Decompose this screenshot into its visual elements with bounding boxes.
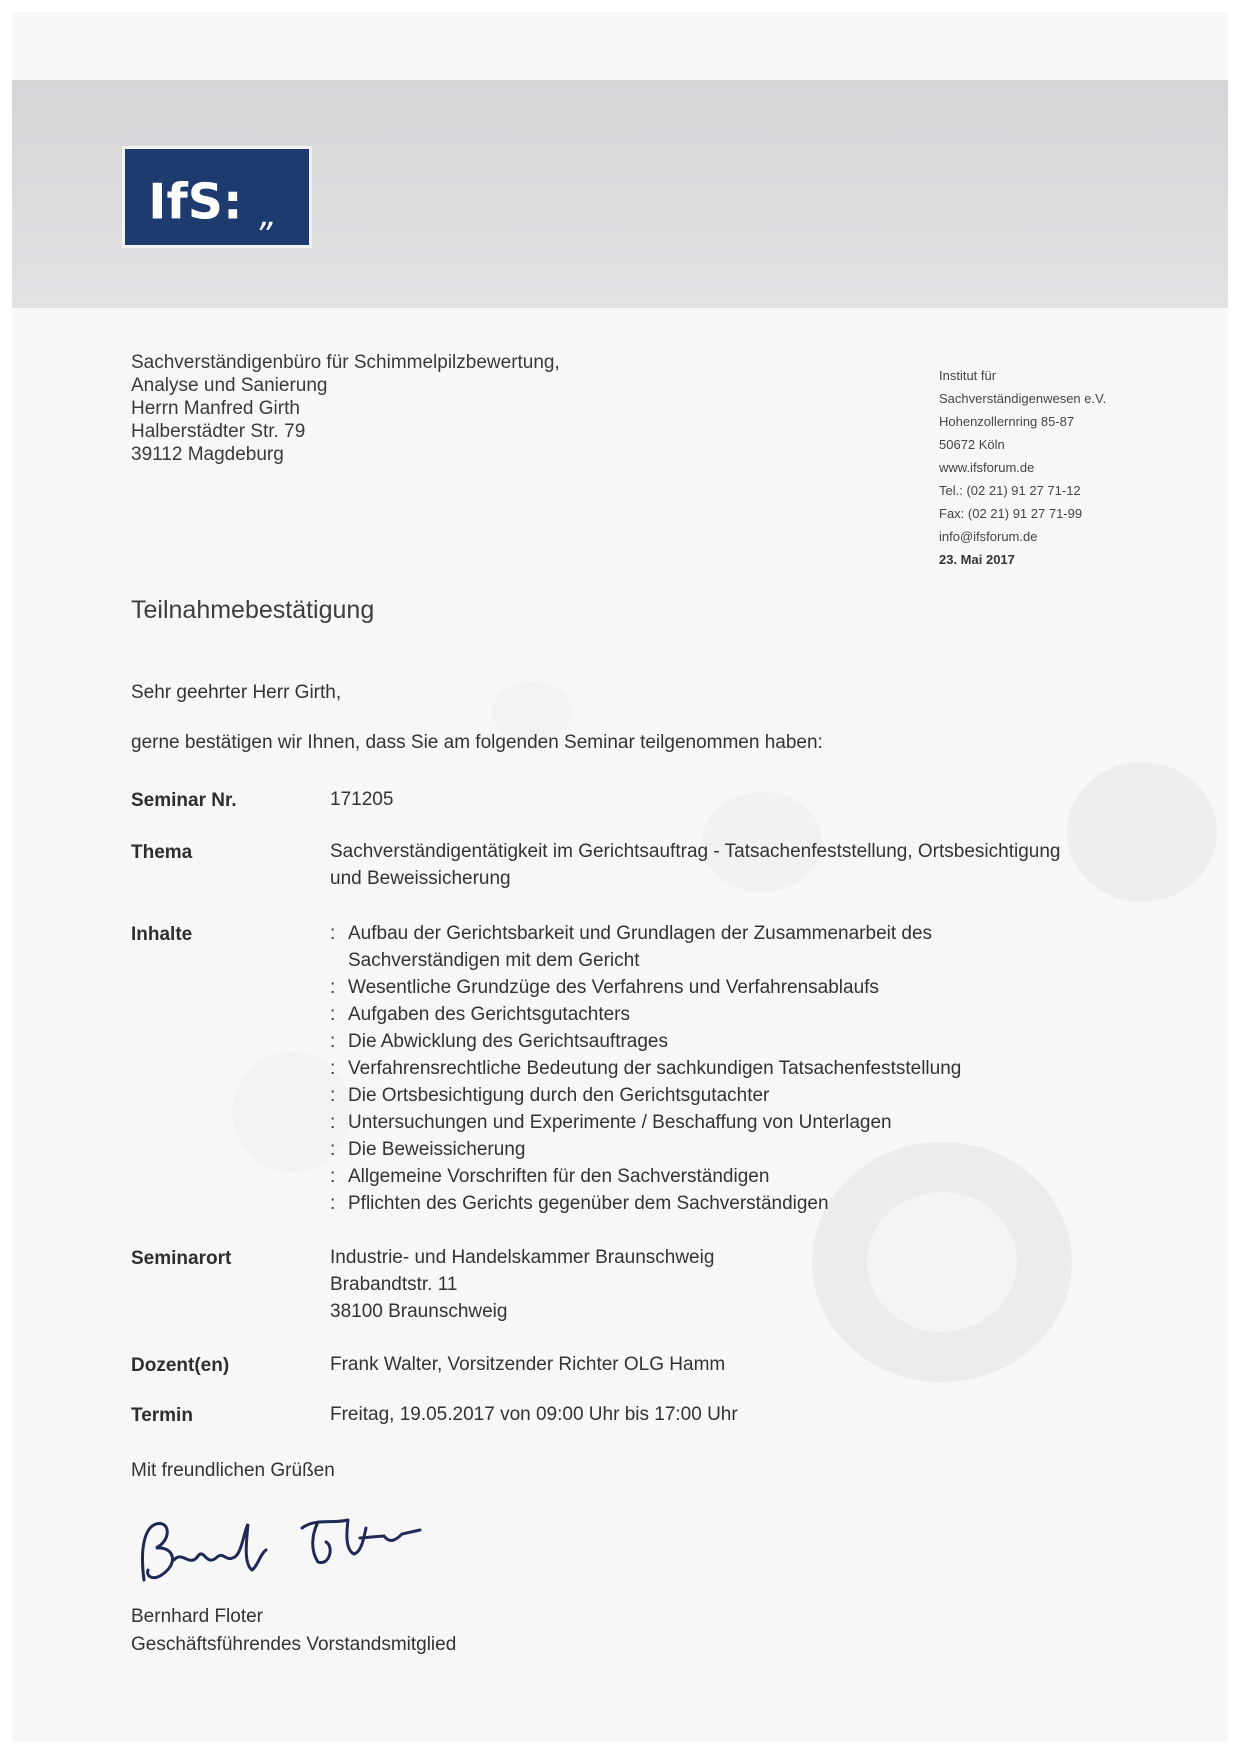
termin-value: Freitag, 19.05.2017 von 09:00 Uhr bis 17:00 Uhr [330,1404,738,1425]
thema-line: Sachverständigentätigkeit im Gerichtsauftrag - Tatsachenfeststellung, Ortsbesichtigung [330,841,1061,862]
list-item-text: Untersuchungen und Experimente / Beschaffung von Unterlagen [348,1112,892,1133]
list-item-text: Allgemeine Vorschriften für den Sachverständigen [348,1166,770,1187]
header-band [12,80,1228,308]
list-item-text: Wesentliche Grundzüge des Verfahrens und Verfahrensablaufs [348,977,879,998]
thema-value [330,838,1060,892]
dozent-value: Frank Walter, Vorsitzender Richter OLG Hamm [330,1354,726,1375]
sender-line: 50672 Köln [939,437,1005,452]
seminar-nr-value: 171205 [330,789,394,810]
sender-website[interactable]: www.ifsforum.de [939,460,1035,475]
list-item: : Untersuchungen und Experimente / Beschaffung von Unterlagen [330,1109,961,1136]
letter-date: 23. Mai 2017 [939,552,1015,567]
list-item-text: Die Ortsbesichtigung durch den Gerichtsgutachter [348,1085,770,1106]
seminar-nr-label: Seminar Nr. [131,790,237,811]
seminarort-line: 38100 Braunschweig [330,1301,508,1322]
recipient-line: Analyse und Sanierung [131,375,328,396]
list-item: : Die Ortsbesichtigung durch den Gerichtsgutachter [330,1082,961,1109]
document-title: Teilnahmebestätigung [131,596,375,624]
sender-email[interactable]: info@ifsforum.de [939,529,1038,544]
recipient-line: Herrn Manfred Girth [131,398,300,419]
list-item-text: Pflichten des Gerichts gegenüber dem Sachverständigen [348,1193,829,1214]
termin-label: Termin [131,1405,193,1426]
signer-role: Geschäftsführendes Vorstandsmitglied [131,1634,457,1655]
signer-name: Bernhard Floter [131,1606,264,1627]
salutation: Sehr geehrter Herr Girth, [131,682,342,703]
thema-label: Thema [131,842,193,863]
inhalte-list [330,920,961,1217]
letter-page [12,12,1228,1742]
recipient-address [131,351,560,466]
list-item-text: Die Beweissicherung [348,1139,526,1160]
ifs-logo [122,146,312,248]
seminarort-value [330,1244,714,1325]
closing-greeting: Mit freundlichen Grüßen [131,1460,335,1481]
list-item: : Pflichten des Gerichts gegenüber dem Sachverständigen [330,1190,961,1217]
seminarort-label: Seminarort [131,1248,232,1269]
sender-line: Institut für [939,368,997,383]
list-item: : Aufbau der Gerichtsbarkeit und Grundlagen der Zusammenarbeit des Sachverständigen mit dem Gericht [330,920,961,974]
list-item: : Die Beweissicherung [330,1136,961,1163]
list-item-text: Die Abwicklung des Gerichtsauftrages [348,1031,668,1052]
inhalte-label: Inhalte [131,924,193,945]
list-item-text: Sachverständigen mit dem Gericht [348,950,640,971]
list-item: : Die Abwicklung des Gerichtsauftrages [330,1028,961,1055]
recipient-line: 39112 Magdeburg [131,444,284,465]
sender-phone: Tel.: (02 21) 91 27 71-12 [939,483,1081,498]
list-item-text: Aufgaben des Gerichtsgutachters [348,1004,631,1025]
recipient-line: Sachverständigenbüro für Schimmelpilzbewertung, [131,352,560,373]
list-item-text: Verfahrensrechtliche Bedeutung der sachkundigen Tatsachenfeststellung [348,1058,962,1079]
thema-line: und Beweissicherung [330,868,511,889]
list-item: : Allgemeine Vorschriften für den Sachverständigen [330,1163,961,1190]
sender-line: Sachverständigenwesen e.V. [939,391,1107,406]
list-item: : Verfahrensrechtliche Bedeutung der sachkundigen Tatsachenfeststellung [330,1055,961,1082]
list-item: : Aufgaben des Gerichtsgutachters [330,1001,961,1028]
list-item-text: Aufbau der Gerichtsbarkeit und Grundlagen der Zusammenarbeit des [348,923,933,944]
svg-text:IfS:: IfS: [148,173,243,231]
sender-address [939,364,1106,571]
sender-fax: Fax: (02 21) 91 27 71-99 [939,506,1083,521]
svg-text:„: „ [259,195,277,235]
recipient-line: Halberstädter Str. 79 [131,421,306,442]
seminarort-line: Brabandtstr. 11 [330,1274,458,1295]
sender-line: Hohenzollernring 85-87 [939,414,1075,429]
list-item: : Wesentliche Grundzüge des Verfahrens und Verfahrensablaufs [330,974,961,1001]
ifs-logo-icon [125,149,309,245]
seminarort-line: Industrie- und Handelskammer Braunschweig [330,1247,715,1268]
dozent-label: Dozent(en) [131,1355,230,1376]
handwritten-signature [134,1510,434,1590]
intro-text: gerne bestätigen wir Ihnen, dass Sie am folgenden Seminar teilgenommen haben: [131,732,823,753]
